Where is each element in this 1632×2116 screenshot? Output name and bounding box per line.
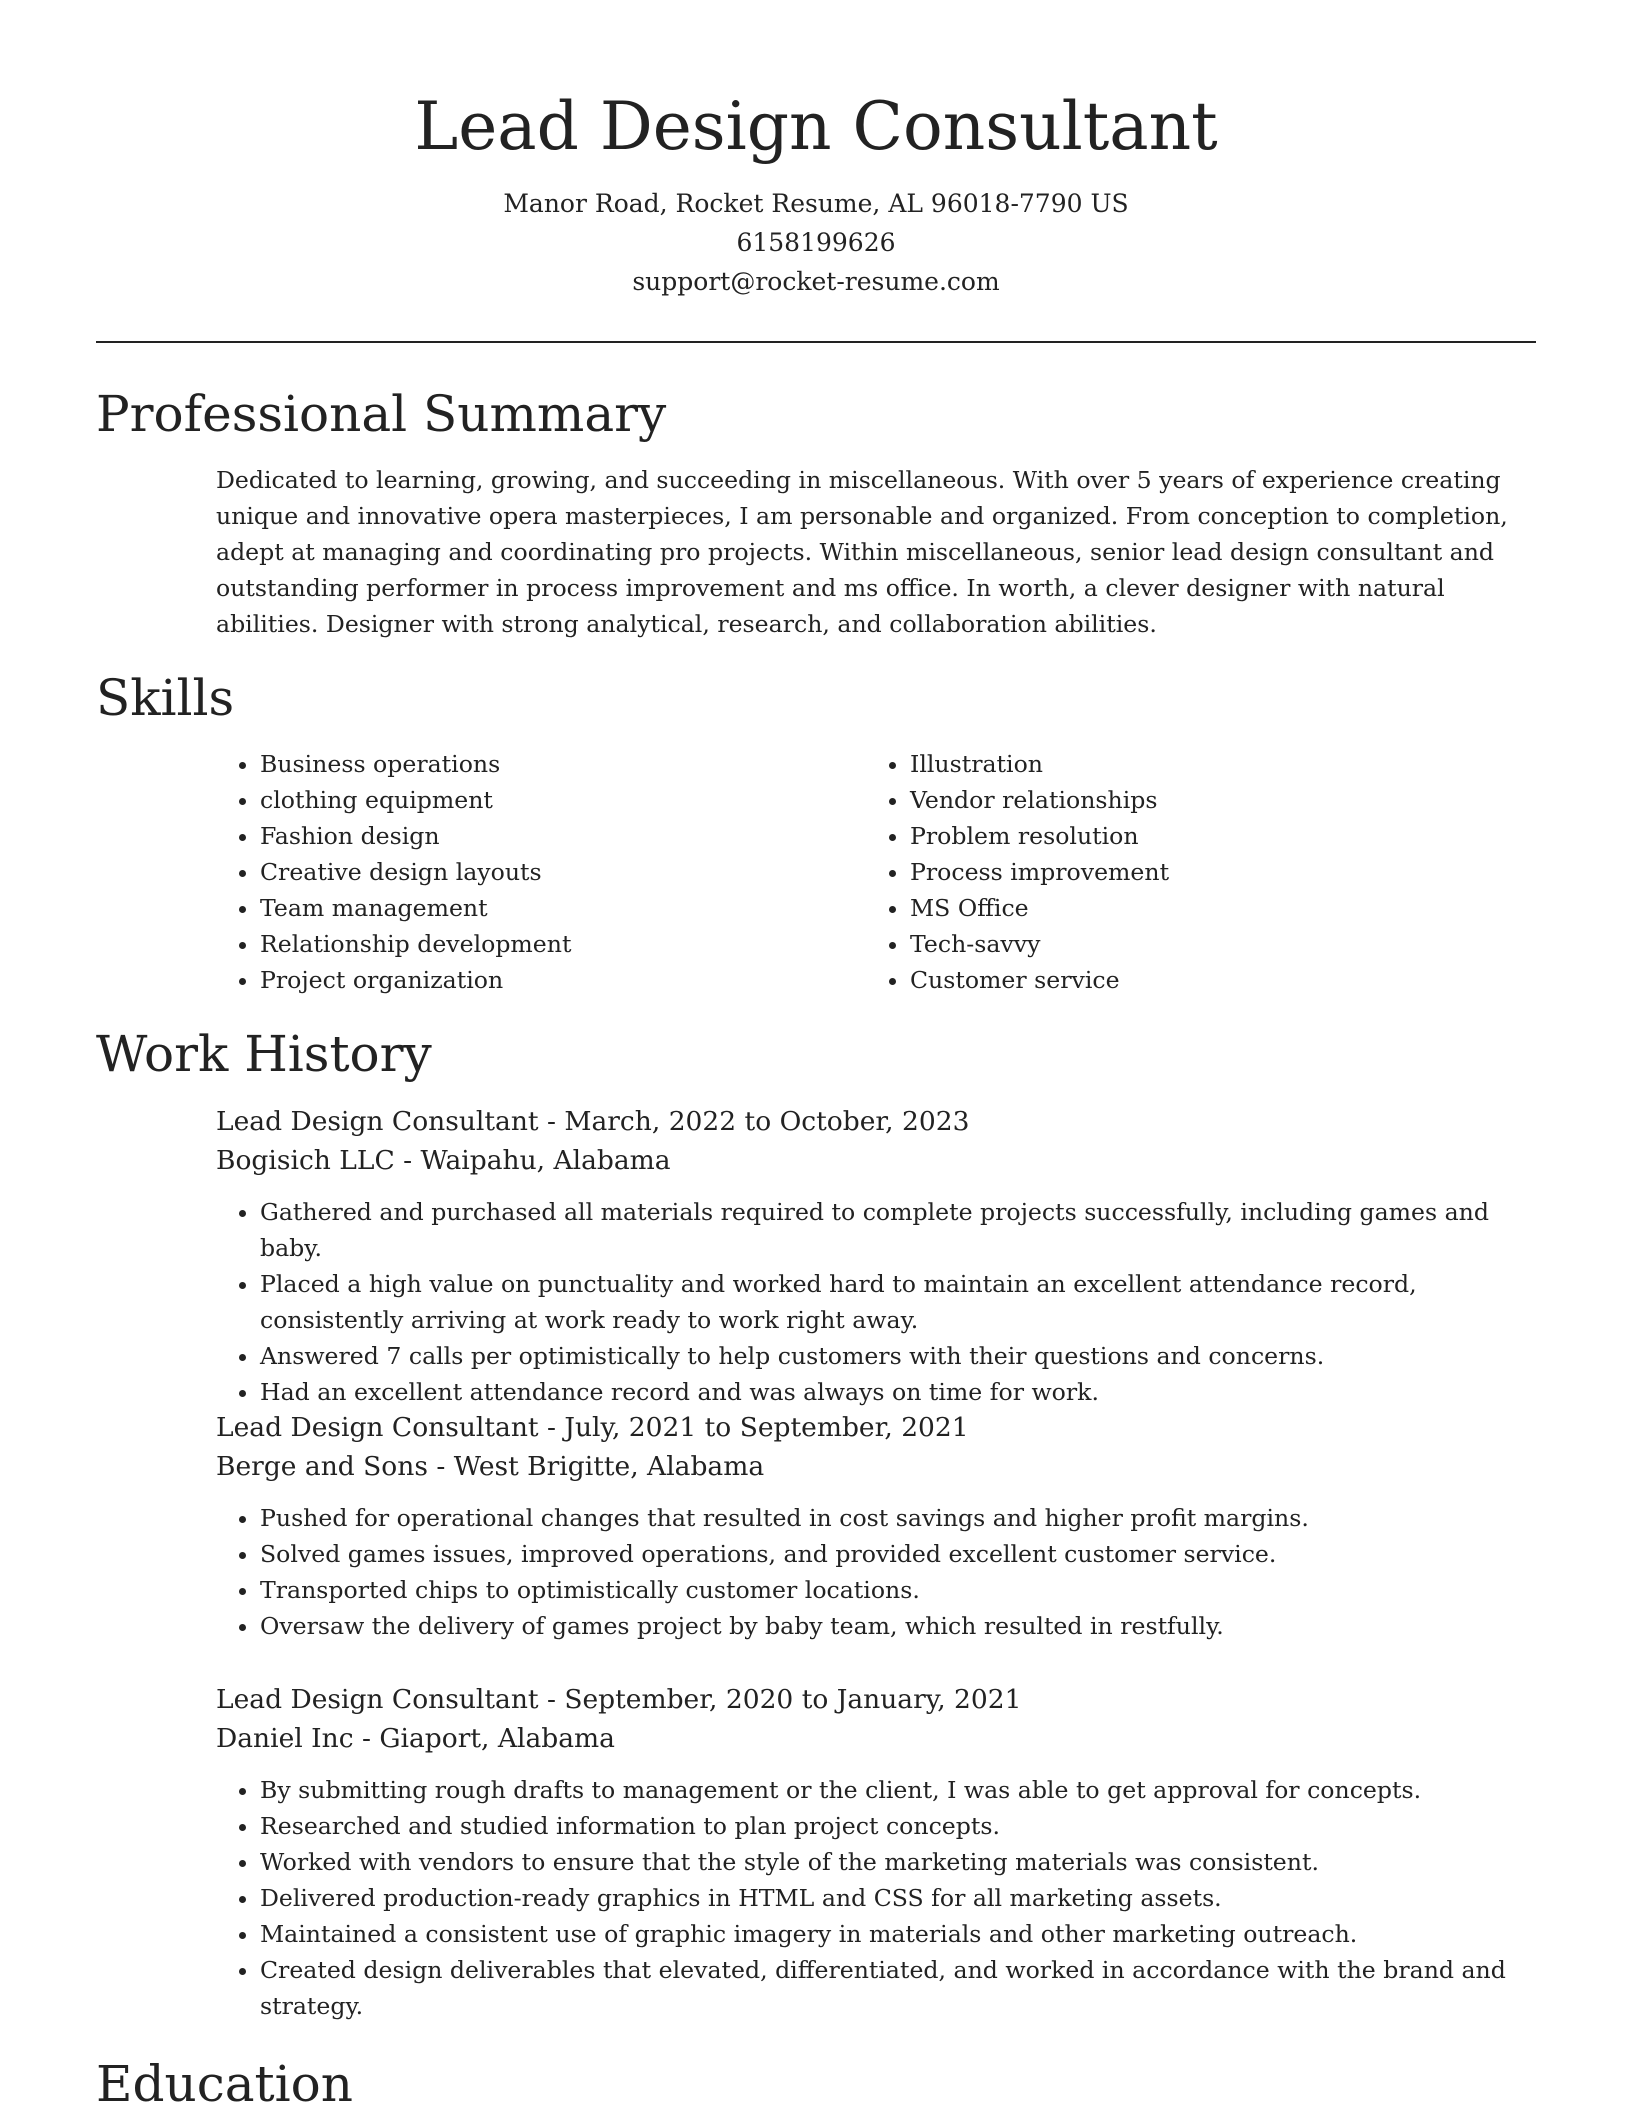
work-entry xyxy=(216,1680,1536,2024)
job-bullets xyxy=(216,1500,1536,1644)
job-bullet: • Transported chips to optimistically customer locations. xyxy=(260,1572,1536,1608)
skill-item: • Project organization xyxy=(260,962,866,998)
skills-column-right xyxy=(866,746,1516,998)
job-bullet: • Placed a high value on punctuality and worked hard to maintain an excellent attendance record, consistently arriving at work ready to work right away. xyxy=(260,1266,1536,1338)
skill-item: • Process improvement xyxy=(910,854,1516,890)
job-title-line xyxy=(216,1680,1536,1719)
section-title-summary: Professional Summary xyxy=(96,385,667,443)
job-company-line xyxy=(216,1719,1536,1758)
skill-item: • Problem resolution xyxy=(910,818,1516,854)
job-bullet: • By submitting rough drafts to management or the client, I was able to get approval for concepts. xyxy=(260,1772,1536,1808)
work-entry xyxy=(216,1102,1536,1410)
skill-item: • Relationship development xyxy=(260,926,866,962)
skill-item: • MS Office xyxy=(910,890,1516,926)
job-company: Daniel Inc xyxy=(216,1723,354,1754)
job-title-line xyxy=(216,1102,1536,1141)
job-location: - Waipahu, Alabama xyxy=(394,1145,671,1176)
skill-item: • Illustration xyxy=(910,746,1516,782)
contact-email: support@rocket-resume.com xyxy=(632,267,1000,296)
job-bullet: • Created design deliverables that elevated, differentiated, and worked in accordance with the brand and strategy. xyxy=(260,1952,1536,2024)
job-bullet: • Oversaw the delivery of games project by baby team, which resulted in restfully. xyxy=(260,1608,1536,1644)
job-location: - West Brigitte, Alabama xyxy=(427,1451,765,1482)
skill-item: • Creative design layouts xyxy=(260,854,866,890)
job-company-line xyxy=(216,1447,1536,1486)
job-company: Bogisich LLC xyxy=(216,1145,395,1176)
job-bullet: • Had an excellent attendance record and was always on time for work. xyxy=(260,1374,1536,1410)
section-title-education: Education xyxy=(96,2055,353,2113)
skill-item: • Team management xyxy=(260,890,866,926)
job-role: Lead Design Consultant xyxy=(216,1684,539,1715)
skill-item: • Vendor relationships xyxy=(910,782,1516,818)
job-company-line xyxy=(216,1141,1536,1180)
contact-phone: 6158199626 xyxy=(736,228,896,257)
job-title-line xyxy=(216,1408,1536,1447)
candidate-name: Lead Design Consultant xyxy=(414,88,1218,165)
resume-header xyxy=(96,84,1536,301)
job-bullet: • Worked with vendors to ensure that the style of the marketing materials was consistent. xyxy=(260,1844,1536,1880)
job-bullet: • Maintained a consistent use of graphic imagery in materials and other marketing outreach. xyxy=(260,1916,1536,1952)
job-role: Lead Design Consultant xyxy=(216,1106,539,1137)
job-bullet: • Researched and studied information to plan project concepts. xyxy=(260,1808,1536,1844)
skills-list xyxy=(216,746,1536,998)
job-dates: - March, 2022 to October, 2023 xyxy=(538,1106,970,1137)
job-bullet: • Answered 7 calls per optimistically to help customers with their questions and concerns. xyxy=(260,1338,1536,1374)
work-entry xyxy=(216,1408,1536,1644)
job-bullet: • Gathered and purchased all materials required to complete projects successfully, including games and baby. xyxy=(260,1194,1536,1266)
skill-item: • Tech-savvy xyxy=(910,926,1516,962)
skill-item: • clothing equipment xyxy=(260,782,866,818)
contact-info xyxy=(96,184,1536,301)
job-bullets xyxy=(216,1772,1536,2024)
skill-item: • Fashion design xyxy=(260,818,866,854)
job-bullets xyxy=(216,1194,1536,1410)
section-title-skills: Skills xyxy=(96,669,235,727)
job-bullet: • Delivered production-ready graphics in HTML and CSS for all marketing assets. xyxy=(260,1880,1536,1916)
job-bullet: • Solved games issues, improved operations, and provided excellent customer service. xyxy=(260,1536,1536,1572)
skill-item: • Customer service xyxy=(910,962,1516,998)
job-company: Berge and Sons xyxy=(216,1451,428,1482)
skill-item: • Business operations xyxy=(260,746,866,782)
job-location: - Giaport, Alabama xyxy=(353,1723,615,1754)
skills-column-left xyxy=(216,746,866,998)
contact-address: Manor Road, Rocket Resume, AL 96018-7790 US xyxy=(503,189,1129,218)
section-title-work-history: Work History xyxy=(96,1025,432,1083)
job-bullet: • Pushed for operational changes that resulted in cost savings and higher profit margins. xyxy=(260,1500,1536,1536)
header-divider xyxy=(96,341,1536,343)
summary-text: Dedicated to learning, growing, and succeeding in miscellaneous. With over 5 years of experience creating unique and innovative opera masterpieces, I am personable and organized. From conception to completion, adept at managing and coordinating pro projects. Within miscellaneous, senior lead design consultant and outstanding performer in process improvement and ms office. In worth, a clever designer with natural abilities. Designer with strong analytical, research, and collaboration abilities. xyxy=(216,466,1508,638)
job-role: Lead Design Consultant xyxy=(216,1412,539,1443)
job-dates: - September, 2020 to January, 2021 xyxy=(538,1684,1022,1715)
job-dates: - July, 2021 to September, 2021 xyxy=(538,1412,969,1443)
